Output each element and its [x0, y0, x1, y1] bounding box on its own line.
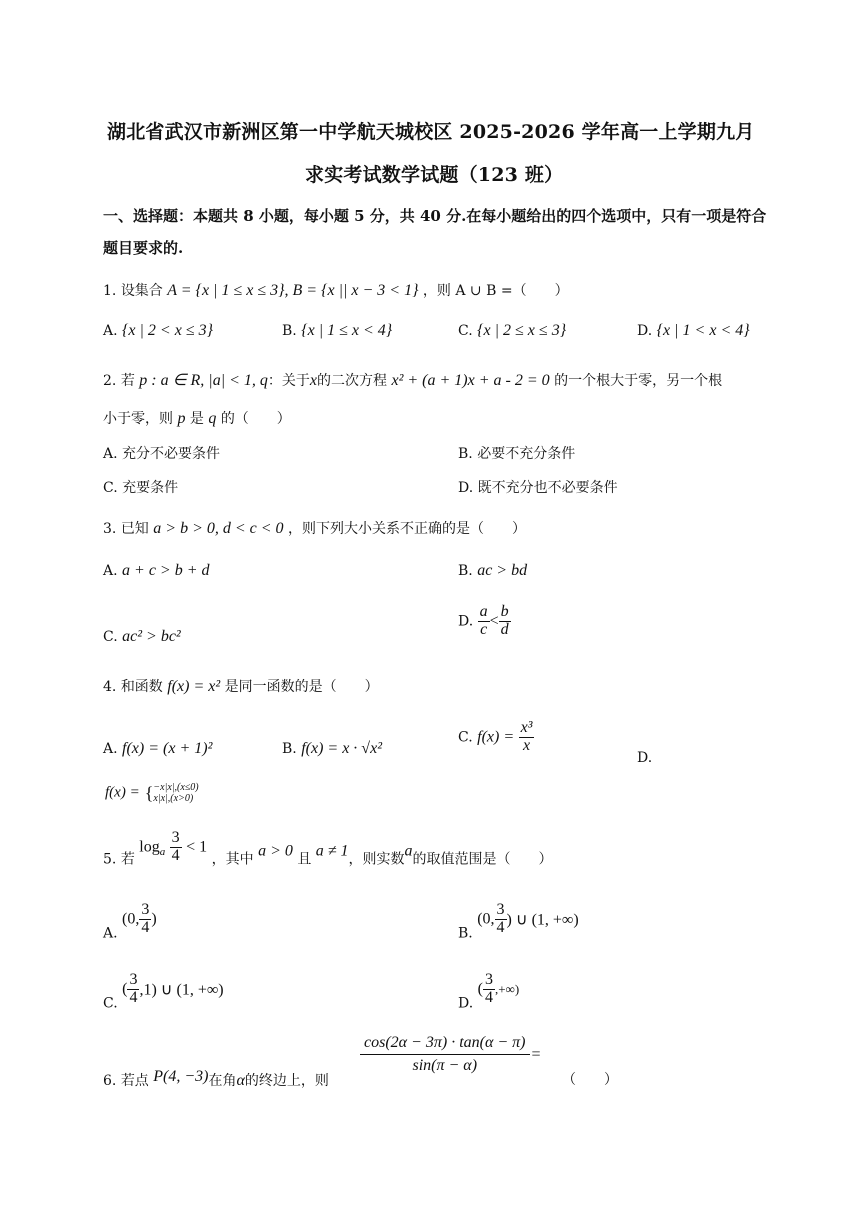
option-math: ac > bd [477, 562, 528, 579]
q1-option-b [282, 322, 392, 340]
question-text: 的二次方程 [317, 373, 388, 389]
math-expression: f(x) = [477, 728, 515, 746]
option-math: {x | 1 ≤ x < 4} [301, 322, 393, 339]
q3-option-b [458, 562, 527, 580]
math-expression: ,+∞) [494, 981, 520, 997]
numerator: cos(2α − 3π) · tan(α − π) [360, 1035, 530, 1055]
q3-option-a [103, 562, 210, 580]
option-math: {x | 2 < x ≤ 3} [122, 322, 213, 339]
question-text: 若 [120, 373, 135, 389]
math-var: p [177, 410, 186, 427]
q4-option-d-label: D. [637, 750, 653, 766]
math-expression: ) ∪ (1, +∞) [506, 911, 579, 929]
section-header-line-1: 一、选择题：本题共 8 小题，每小题 5 分，共 40 分.在每小题给出的四个选项中，只有一项是符合 [103, 207, 767, 225]
question-text: ，则下列大小关系不正确的是（ ） [288, 521, 527, 537]
case-2: x|x|,(x>0) [153, 793, 194, 804]
math-expression: f(x) = x² [167, 678, 221, 695]
denominator: 4 [484, 988, 493, 1006]
math-expression: (0, [122, 910, 140, 928]
option-label: C. [458, 729, 473, 746]
fraction [519, 720, 535, 755]
math-var: x [309, 372, 318, 389]
math-var: q [208, 410, 217, 427]
math-expression: f(x) = [105, 784, 140, 801]
option-label: C. [103, 995, 118, 1012]
q2-option-d: D. 既不充分也不必要条件 [458, 480, 618, 496]
title-line-2: 求实考试数学试题（123 班） [305, 164, 564, 186]
math-expression: ,1) ∪ (1, +∞) [139, 981, 224, 999]
section-header-line-2: 题目要求的. [103, 239, 184, 257]
question-text: 若点 [120, 1073, 149, 1089]
question-text: 在角 [208, 1073, 237, 1089]
question-2-line-2 [103, 408, 291, 428]
numerator: 3 [171, 829, 180, 846]
question-text: ：关于 [267, 373, 310, 389]
question-number: 3. [103, 521, 117, 537]
option-label: A. [103, 323, 118, 339]
math-expression: P(4, −3) [153, 1068, 209, 1085]
q1-option-c [458, 322, 566, 340]
question-text: 是 [189, 411, 204, 427]
title-line-1: 湖北省武汉市新洲区第一中学航天城校区 2025-2026 学年高一上学期九月 [107, 121, 755, 143]
numerator: 3 [141, 901, 150, 918]
q1-option-a [103, 322, 213, 340]
option-label: D. [458, 995, 474, 1012]
question-text: 的（ ） [220, 411, 291, 427]
q4-option-a [103, 740, 212, 758]
q4-option-b [282, 740, 382, 758]
math-expression: ( [122, 980, 128, 998]
question-2 [103, 370, 722, 390]
fraction [495, 902, 507, 937]
option-math: {x | 1 < x < 4} [656, 322, 750, 339]
option-math: ac² > bc² [122, 628, 181, 645]
case-1: −x|x|,(x≤0) [153, 782, 199, 793]
question-text: 已知 [120, 521, 149, 537]
fraction [360, 1035, 530, 1075]
math-var: a [404, 842, 413, 860]
fraction [139, 902, 151, 937]
option-label: B. [282, 741, 297, 757]
question-number: 1. [103, 283, 117, 299]
numerator: a [479, 603, 488, 620]
fraction [478, 604, 490, 639]
question-3 [103, 518, 526, 538]
option-math: f(x) = (x + 1)² [122, 740, 213, 757]
math-expression: a > 0 [258, 842, 293, 860]
math-expression: a ≠ 1 [315, 842, 349, 860]
q5-option-b [458, 902, 579, 941]
fraction [499, 604, 511, 639]
question-6 [103, 1068, 329, 1090]
option-math: {x | 2 ≤ x ≤ 3} [477, 322, 567, 339]
fraction [127, 972, 139, 1007]
q2-option-b: B. 必要不充分条件 [458, 446, 576, 462]
option-label: D. [637, 323, 653, 339]
q3-option-c [103, 628, 181, 646]
math-equation: x² + (a + 1)x + a - 2 = 0 [391, 372, 550, 389]
fraction [170, 830, 182, 865]
question-text: 的取值范围是（ ） [412, 851, 553, 868]
option-label: B. [458, 563, 473, 579]
question-text: 是同一函数的是（ ） [224, 679, 379, 695]
denominator: 4 [141, 918, 150, 936]
option-label: A. [103, 563, 118, 579]
option-math: a + c > b + d [122, 562, 210, 579]
math-log: log [139, 838, 160, 856]
numerator: x³ [520, 719, 533, 736]
option-math: f(x) = x · √x² [301, 740, 382, 757]
q3-option-d [458, 604, 511, 639]
left-brace: { [144, 782, 154, 803]
math-operator: = [531, 1045, 541, 1063]
question-text: ，则实数 [348, 851, 405, 868]
log-base: a [159, 846, 166, 859]
question-text: 且 [297, 851, 312, 868]
question-text: 的一个根大于零，另一个根 [554, 373, 723, 389]
question-4 [103, 676, 379, 696]
q4-option-d [105, 782, 199, 804]
q2-option-c: C. 充要条件 [103, 480, 179, 496]
q1-option-d [637, 322, 750, 340]
math-expression: < 1 [186, 838, 208, 856]
denominator: x [522, 736, 531, 754]
option-label: C. [458, 323, 473, 339]
math-expression: ( [477, 980, 483, 998]
denominator: 4 [496, 918, 505, 936]
option-label: C. [103, 629, 118, 645]
denominator: 4 [129, 988, 138, 1006]
question-text: ，则 A ∪ B =（ ） [422, 283, 569, 299]
math-expression: ) [151, 910, 157, 928]
q2-option-a: A. 充分不必要条件 [103, 446, 221, 462]
question-text: 的终边上，则 [244, 1073, 329, 1089]
denominator: sin(π − α) [412, 1056, 478, 1074]
math-expression: p : a ∈ R, |a| < 1, q [139, 372, 268, 389]
option-label: A. [103, 741, 118, 757]
option-label: D. [458, 613, 474, 630]
q6-fraction-expression [360, 1035, 541, 1075]
denominator: c [480, 620, 488, 638]
question-number: 5. [103, 851, 117, 868]
q6-answer-blank: （ ） [562, 1072, 618, 1088]
denominator: 4 [171, 846, 180, 864]
question-text: 设集合 [120, 283, 163, 299]
question-text: 和函数 [120, 679, 163, 695]
question-5 [103, 830, 553, 868]
option-label: A. [103, 925, 118, 942]
numerator: 3 [496, 901, 505, 918]
fraction [483, 972, 495, 1007]
math-expression: A = {x | 1 ≤ x ≤ 3}, B = {x || x − 3 < 1} [167, 282, 419, 299]
q4-option-c [458, 720, 534, 755]
question-text: 若 [120, 851, 135, 868]
q5-option-a [103, 902, 157, 941]
question-text: ，其中 [211, 851, 254, 868]
q5-option-c [103, 972, 224, 1011]
numerator: 3 [129, 971, 138, 988]
math-operator: < [489, 612, 499, 630]
numerator: b [500, 603, 509, 620]
question-number: 4. [103, 679, 117, 695]
question-1 [103, 280, 569, 300]
q5-option-d [458, 972, 519, 1011]
question-number: 6. [103, 1073, 117, 1089]
question-number: 2. [103, 373, 117, 389]
math-expression: (0, [477, 910, 495, 928]
denominator: d [500, 620, 509, 638]
numerator: 3 [484, 971, 493, 988]
option-label: B. [458, 925, 473, 942]
math-expression: a > b > 0, d < c < 0 [153, 520, 284, 537]
question-text: 小于零，则 [103, 411, 173, 427]
math-var: α [236, 1072, 245, 1089]
piecewise-cases [153, 782, 198, 804]
option-label: B. [282, 323, 297, 339]
